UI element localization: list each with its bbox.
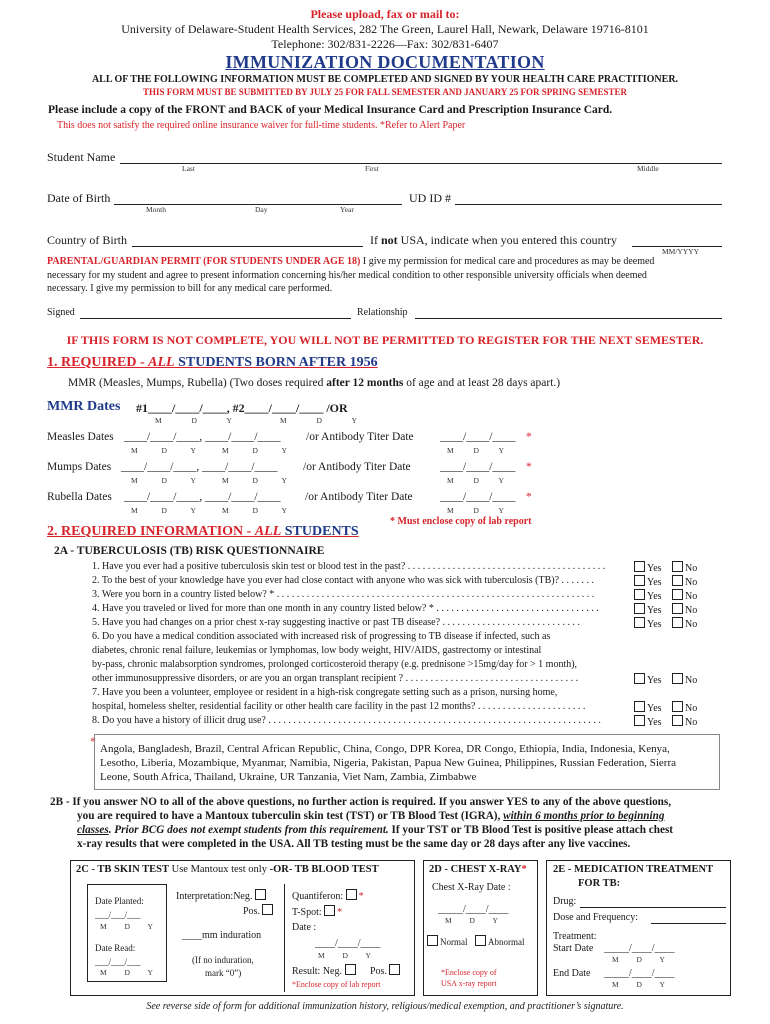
footer-note: See reverse side of form for additional immunization history, religious/medical exemption, and practitioner’s signature. xyxy=(146,1001,624,1012)
blood-test-enclose-note: *Enclose copy of lab report xyxy=(292,980,381,989)
mmyyyy-caption: MM/YYYY xyxy=(662,247,700,256)
address: University of Delaware-Student Health Services, 282 The Green, Laurel Hall, Newark, Delaware 19716-8101 xyxy=(121,22,649,36)
q4-yes-checkbox[interactable]: Yes xyxy=(634,603,662,616)
q5-yes-checkbox[interactable]: Yes xyxy=(634,617,662,630)
tb-questionnaire-heading: 2A - TUBERCULOSIS (TB) RISK QUESTIONNAIRE xyxy=(54,545,325,557)
xray-abnormal-checkbox[interactable]: Abnormal xyxy=(475,935,525,947)
measles-titer-label: /or Antibody Titer Date xyxy=(306,431,414,443)
measles-caption2: M D Y xyxy=(222,446,287,455)
medication-heading2: FOR TB: xyxy=(578,878,621,889)
mumps-caption2: M D Y xyxy=(222,476,287,485)
measles-titer-caption: M D Y xyxy=(447,446,504,455)
q1-no-checkbox[interactable]: No xyxy=(672,561,697,574)
tb-question-6d: other immunosuppressive disorders, or are you an organ transplant recipient ? . . . . . . . . . . . . . . . . . . . . . . . . . . . . . . . . . . . xyxy=(92,673,579,684)
q3-no-checkbox[interactable]: No xyxy=(672,589,697,602)
chest-xray-date-label: Chest X-Ray Date : xyxy=(432,882,511,893)
practitioner-notice: ALL OF THE FOLLOWING INFORMATION MUST BE COMPLETED AND SIGNED BY YOUR HEALTH CARE PRACTITIONER. xyxy=(91,74,679,85)
interpretation-pos[interactable]: Pos. xyxy=(243,904,275,917)
end-date-label: End Date xyxy=(553,968,591,979)
mmr-requirement: MMR (Measles, Mumps, Rubella) (Two doses required after 12 months of age and at least 28 days apart.) xyxy=(68,377,561,389)
date-read-field[interactable]: ___/___/___ xyxy=(95,957,141,967)
q8-yes-checkbox[interactable]: Yes xyxy=(634,715,662,728)
q8-no-checkbox[interactable]: No xyxy=(672,715,697,728)
rubella-titer-field[interactable]: ____/____/____ xyxy=(440,491,516,503)
lab-report-note: * Must enclose copy of lab report xyxy=(390,516,532,527)
rubella-titer-label: /or Antibody Titer Date xyxy=(305,491,413,503)
countries-line1: Angola, Bangladesh, Brazil, Central African Republic, China, Congo, DPR Korea, DR Congo, Ethiopia, India, Indonesia, Kenya, xyxy=(100,743,670,755)
blood-test-date-label: Date : xyxy=(292,922,317,933)
rubella-caption2: M D Y xyxy=(222,506,287,515)
insurance-waiver-note: This does not satisfy the required online insurance waiver for full-time students. *Refer to Alert Paper xyxy=(57,120,466,131)
parental-permit-line1: PARENTAL/GUARDIAN PERMIT (FOR STUDENTS UNDER AGE 18) I give my permission for medical care and procedures as may be deemed xyxy=(47,256,655,267)
first-name-caption: First xyxy=(365,164,379,173)
q7-yes-checkbox[interactable]: Yes xyxy=(634,701,662,714)
dob-day-caption: Day xyxy=(255,205,268,214)
tb-question-8: 8. Do you have a history of illicit drug use? . . . . . . . . . . . . . . . . . . . . . . . . . . . . . . . . . . . . . . . . . . . . . . . . . . . . . . . . . . . . . . . . . . . xyxy=(92,715,601,726)
dob-year-caption: Year xyxy=(340,205,354,214)
rubella-star: * xyxy=(526,491,532,503)
tb-question-4: 4. Have you traveled or lived for more than one month in any country listed below? * . . . . . . . . . . . . . . . . . . . . . . . . . . . . . . . . . xyxy=(92,603,599,614)
drug-label: Drug: xyxy=(553,896,577,907)
chest-xray-date-caption: M D Y xyxy=(445,916,498,925)
tb-question-7a: 7. Have you been a volunteer, employee or resident in a high-risk congregate setting such as a prison, nursing home, xyxy=(92,687,558,698)
deadline-notice: THIS FORM MUST BE SUBMITTED BY JULY 25 FOR FALL SEMESTER AND JANUARY 25 FOR SPRING SEMESTER xyxy=(142,87,628,97)
relationship-field[interactable] xyxy=(415,318,722,319)
blood-result-pos[interactable]: Pos. xyxy=(370,964,402,977)
tb-question-6b: diabetes, chronic renal failure, leukemias or lymphomas, low body weight, HIV/AIDS, gastrectomy or intestinal xyxy=(92,645,542,656)
dose-label: Dose and Frequency: xyxy=(553,912,638,923)
udid-field[interactable] xyxy=(455,204,722,205)
no-induration-note: (If no induration, xyxy=(192,955,254,965)
date-planted-label: Date Planted: xyxy=(95,896,144,906)
chest-xray-heading: 2D - CHEST X-RAY* xyxy=(429,864,527,875)
rubella-titer-caption: M D Y xyxy=(447,506,504,515)
date-read-caption: M D Y xyxy=(100,968,153,977)
q5-no-checkbox[interactable]: No xyxy=(672,617,697,630)
q7-no-checkbox[interactable]: No xyxy=(672,701,697,714)
signed-label: Signed xyxy=(47,307,75,318)
udid-label: UD ID # xyxy=(409,191,451,205)
mumps-star: * xyxy=(526,461,532,473)
blood-test-date-caption: M D Y xyxy=(318,951,371,960)
mumps-titer-caption: M D Y xyxy=(447,476,504,485)
section1-heading: 1. REQUIRED - ALL STUDENTS BORN AFTER 1956 xyxy=(47,355,378,370)
start-date-label: Start Date xyxy=(553,943,594,954)
registration-warning: IF THIS FORM IS NOT COMPLETE, YOU WILL NOT BE PERMITTED TO REGISTER FOR THE NEXT SEMESTER. xyxy=(66,333,704,347)
date-read-label: Date Read: xyxy=(95,943,136,953)
measles-star: * xyxy=(526,431,532,443)
dob-label: Date of Birth xyxy=(47,191,111,205)
section2-heading: 2. REQUIRED INFORMATION - ALL STUDENTS xyxy=(47,524,359,539)
q4-no-checkbox[interactable]: No xyxy=(672,603,697,616)
parental-permit-line3: necessary. I give my permission to bill for any medical care performed. xyxy=(47,283,333,294)
mmr-dose2-caption: M D Y xyxy=(280,416,357,425)
q1-yes-checkbox[interactable]: Yes xyxy=(634,561,662,574)
entry-date-label: If not USA, indicate when you entered this country xyxy=(370,233,617,247)
insurance-notice: Please include a copy of the FRONT and BACK of your Medical Insurance Card and Prescription Insurance Card. xyxy=(48,104,613,116)
mumps-label: Mumps Dates xyxy=(47,461,112,473)
mmr-dates-label: MMR Dates xyxy=(47,399,121,414)
treatment-label: Treatment: xyxy=(553,931,597,942)
xray-enclose-note1: *Enclose copy of xyxy=(441,968,497,977)
relationship-label: Relationship xyxy=(357,307,408,318)
parental-permit-line2: necessary for my student and agree to present information concerning his/her medical condition to other responsible university officials when deemed xyxy=(47,270,647,281)
q6-no-checkbox[interactable]: No xyxy=(672,673,697,686)
countries-line2: Lesotho, Liberia, Mozambique, Myanmar, Namibia, Nigeria, Pakistan, Papua New Guinea, Philippines, Russian Federation, Sierra xyxy=(100,757,677,769)
quantiferon-checkbox[interactable]: Quantiferon: * xyxy=(292,891,364,902)
mumps-caption1: M D Y xyxy=(131,476,196,485)
dob-month-caption: Month xyxy=(146,205,167,214)
mm-induration-field[interactable]: ____mm induration xyxy=(182,930,262,941)
upload-instruction: Please upload, fax or mail to: xyxy=(310,7,460,21)
mark-zero-note: mark “0”) xyxy=(205,968,242,978)
tspot-checkbox[interactable]: T-Spot: * xyxy=(292,907,343,918)
q2-yes-checkbox[interactable]: Yes xyxy=(634,575,662,588)
countries-line3: Leone, South Africa, Thailand, Ukraine, UR Tanzania, Viet Nam, Zambia, Zimbabwe xyxy=(100,771,477,783)
measles-dates-field[interactable]: ____/____/____, ____/____/____ xyxy=(124,431,281,443)
date-planted-caption: M D Y xyxy=(100,922,153,931)
tb-question-1: 1. Have you ever had a positive tuberculosis skin test or blood test in the past? . . . . . . . . . . . . . . . . . . . . . . . . . . . . . . . . . . . . . . . . xyxy=(92,561,606,572)
country-field[interactable] xyxy=(132,246,363,247)
q2-no-checkbox[interactable]: No xyxy=(672,575,697,588)
skin-blood-divider xyxy=(284,884,285,992)
mumps-dates-field[interactable]: ____/____/____, ____/____/____ xyxy=(121,461,278,473)
tb-question-5: 5. Have you had changes on a prior chest x-ray suggesting inactive or past TB disease? . . . . . . . . . . . . . . . . . . . . . . . . . . . . xyxy=(92,617,581,628)
signature-field[interactable] xyxy=(80,318,351,319)
tb-question-3: 3. Were you born in a country listed below? * . . . . . . . . . . . . . . . . . . . . . . . . . . . . . . . . . . . . . . . . . . . . . . . . . . . . . . . . . . . . . . . . xyxy=(92,589,595,600)
section-2b-line2: you are required to have a Mantoux tuberculin skin test (TST) or TB Blood Test (IGRA), within 6 months prior to beginning xyxy=(77,810,665,822)
countries-star: * xyxy=(90,734,96,748)
measles-label: Measles Dates xyxy=(47,431,114,443)
drug-field[interactable] xyxy=(580,907,726,908)
blood-result-neg[interactable]: Result: Neg. xyxy=(292,964,358,977)
medication-heading1: 2E - MEDICATION TREATMENT xyxy=(553,864,714,875)
tb-question-2: 2. To the best of your knowledge have you ever had close contact with anyone who was sick with tuberculosis (TB)? . . . . . . . xyxy=(92,575,595,586)
country-label: Country of Birth xyxy=(47,233,127,247)
middle-name-caption: Middle xyxy=(637,164,659,173)
q6-yes-checkbox[interactable]: Yes xyxy=(634,673,662,686)
tb-skin-test-heading: 2C - TB SKIN TEST Use Mantoux test only -OR- TB BLOOD TEST xyxy=(76,864,379,875)
start-date-field[interactable]: _____/____/____ xyxy=(604,943,675,954)
section-2b-line1: 2B - If you answer NO to all of the above questions, no further action is required. If you answer YES to any of the above questions, xyxy=(50,796,672,808)
student-name-field[interactable] xyxy=(120,163,722,164)
start-date-caption: M D Y xyxy=(612,955,665,964)
tb-question-6c: by-pass, chronic malabsorption syndromes, prolonged corticosteroid therapy (e.g. prednisone >15mg/day for > 1 month), xyxy=(92,659,578,670)
section-2b-line4: x-ray results that were completed in the USA. All TB testing must be the same day or 28 days after any live vaccines. xyxy=(77,838,631,850)
mumps-titer-field[interactable]: ____/____/____ xyxy=(440,461,516,473)
xray-normal-checkbox[interactable]: Normal xyxy=(427,935,468,947)
rubella-label: Rubella Dates xyxy=(47,491,112,503)
section-2b-line3: classes. Prior BCG does not exempt students from this requirement. If your TST or TB Blood Test is positive please attach chest xyxy=(77,824,674,836)
rubella-dates-field[interactable]: ____/____/____, ____/____/____ xyxy=(124,491,281,503)
measles-titer-field[interactable]: ____/____/____ xyxy=(440,431,516,443)
mmr-dose1-caption: M D Y xyxy=(155,416,232,425)
rubella-caption1: M D Y xyxy=(131,506,196,515)
student-name-label: Student Name xyxy=(47,150,116,164)
interpretation-neg[interactable]: Interpretation:Neg. xyxy=(176,889,268,902)
page-title: IMMUNIZATION DOCUMENTATION xyxy=(225,52,545,72)
dose-field[interactable] xyxy=(651,923,726,924)
end-date-field[interactable]: _____/____/____ xyxy=(604,968,675,979)
date-planted-field[interactable]: ___/___/___ xyxy=(95,910,141,920)
end-date-caption: M D Y xyxy=(612,980,665,989)
measles-caption1: M D Y xyxy=(131,446,196,455)
xray-enclose-note2: USA x-ray report xyxy=(441,979,497,988)
mumps-titer-label: /or Antibody Titer Date xyxy=(303,461,411,473)
q3-yes-checkbox[interactable]: Yes xyxy=(634,589,662,602)
tb-question-6a: 6. Do you have a medical condition associated with increased risk of progressing to TB disease if infected, such as xyxy=(92,631,551,642)
chest-xray-date-field[interactable]: _____/____/____ xyxy=(438,904,509,915)
blood-test-date-field[interactable]: ____/____/____ xyxy=(315,938,381,949)
mmr-dates-field[interactable]: #1____/____/____, #2____/____/____ /OR xyxy=(136,401,348,415)
tb-question-7b: hospital, homeless shelter, residential facility or other health care facility in the past 12 months? . . . . . . . . . . . . . . . . . . . . . . xyxy=(92,701,586,712)
last-name-caption: Last xyxy=(182,164,195,173)
phone-fax: Telephone: 302/831-2226—Fax: 302/831-6407 xyxy=(271,37,499,51)
